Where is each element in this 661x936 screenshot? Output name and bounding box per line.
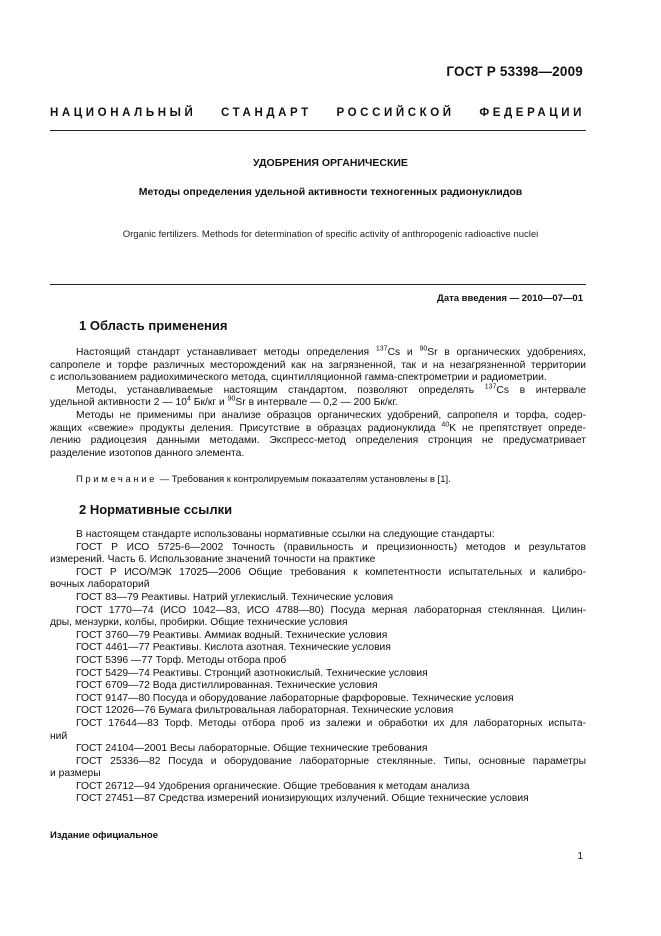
document-subtitle: Методы определения удельной активности техногенных радионуклидов	[138, 186, 523, 198]
reference-line: ГОСТ 83—79 Реактивы. Натрий углекислый. Технические условия	[76, 591, 394, 603]
reference-line: ГОСТ 25336—82 Посуда и оборудование лабораторные стеклянные. Типы, основные параметры	[76, 755, 586, 767]
note-label: Примечание	[76, 474, 157, 485]
reference-line: ГОСТ 24104—2001 Весы лабораторные. Общие технические требования	[76, 743, 428, 755]
reference-line: ГОСТ 5429—74 Реактивы. Стронций азотнокислый. Технические условия	[76, 667, 428, 679]
reference-line: ГОСТ Р ИСО 5725-6—2002 Точность (правильность и прецизионность) методов и результатов	[76, 541, 586, 553]
official-edition-label: Издание официальное	[50, 830, 158, 841]
reference-line: дры, мензурки, колбы, пробирки. Общие технические условия	[50, 617, 348, 629]
paragraph-line: жащих «свежие» продукты деления. Присутствие в образцах радионуклида $^{40}$K не препятствует опреде-	[50, 421, 586, 434]
reference-line: измерений. Часть 6. Использование значений точности на практике	[50, 554, 376, 566]
section-2-heading: 2 Нормативные ссылки	[79, 502, 233, 517]
paragraph-line: Настоящий стандарт устанавливает методы определения $^{137}$Cs и $^{90}$Sr в органических удобрениях,	[76, 345, 587, 358]
section-1-body	[50, 347, 586, 460]
banner-word: СТАНДАРТ	[221, 107, 312, 119]
reference-line: и размеры	[50, 768, 101, 780]
reference-line: ГОСТ Р ИСО/МЭК 17025—2006 Общие требования к компетентности испытательных и калибро-	[76, 566, 586, 578]
reference-line: ГОСТ 17644—83 Торф. Методы отбора проб из залежи и обработки их для лабораторных испыта-	[76, 717, 586, 729]
document-title: УДОБРЕНИЯ ОРГАНИЧЕСКИЕ	[253, 157, 408, 169]
paragraph-line: с использованием радиохимического метода, сцинтилляционной гамма-спектрометрии и радиометрии.	[50, 372, 547, 384]
introduction-date: Дата введения — 2010—07—01	[437, 293, 583, 304]
reference-line: ний	[50, 730, 68, 742]
top-divider	[50, 130, 586, 131]
reference-line: ГОСТ 5396 —77 Торф. Методы отбора проб	[76, 654, 287, 666]
reference-line: ГОСТ 1770—74 (ИСО 1042—83, ИСО 4788—80) Посуда мерная лабораторная стеклянная. Цилин-	[76, 604, 586, 616]
reference-line: ГОСТ 3760—79 Реактивы. Аммиак водный. Технические условия	[76, 629, 388, 641]
section-1-note	[50, 474, 586, 487]
reference-line: В настоящем стандарте использованы нормативные ссылки на следующие стандарты:	[76, 529, 495, 540]
paragraph-line: лению радиоцезия данными методами. Экспресс-метод определения стронция не предусматривает	[50, 435, 586, 447]
reference-line: ГОСТ 12026—76 Бумага фильтровальная лабораторная. Технические условия	[76, 705, 454, 717]
paragraph-line: сапропеле и торфе различных месторождений как на загрязненной, так и на незагрязненной территории	[50, 359, 586, 371]
reference-line: ГОСТ 9147—80 Посуда и оборудование лабораторные фарфоровые. Технические условия	[76, 692, 514, 704]
reference-line: ГОСТ 26712—94 Удобрения органические. Общие требования к методам анализа	[76, 780, 470, 792]
section-1-heading: 1 Область применения	[79, 318, 228, 333]
document-title-english: Organic fertilizers. Methods for determination of specific activity of anthropogenic radioactive nuclei	[122, 229, 539, 240]
banner-word: НАЦИОНАЛЬНЫЙ	[50, 107, 197, 119]
paragraph-line: разделение изотопов данного элемента.	[50, 447, 245, 459]
note-text: — Требования к контролируемым показателям установлены в [1].	[157, 474, 451, 485]
paragraph-line: удельной активности 2 — $10^4$ Бк/кг и $^{90}$Sr в интервале — 0,2 — 200 Бк/кг.	[50, 395, 398, 409]
national-standard-banner	[50, 107, 585, 119]
page-number: 1	[577, 851, 583, 862]
banner-word: РОССИЙСКОЙ	[336, 107, 455, 119]
paragraph-line: Методы не применимы при анализе образцов органических удобрений, сапропеля и торфа, содер-	[76, 409, 586, 421]
reference-line: вочных лабораторий	[50, 579, 150, 591]
banner-word: ФЕДЕРАЦИИ	[479, 107, 585, 119]
paragraph-line: Методы, устанавливаемые настоящим стандартом, позволяют определять $^{137}$Cs в интервале	[76, 383, 586, 396]
title-divider	[50, 284, 586, 285]
reference-line: ГОСТ 27451—87 Средства измерений ионизирующих излучений. Общие технические условия	[76, 793, 529, 805]
standard-number: ГОСТ Р 53398—2009	[446, 64, 583, 79]
reference-line: ГОСТ 4461—77 Реактивы. Кислота азотная. Технические условия	[76, 642, 391, 654]
normative-references-list	[50, 529, 586, 806]
reference-line: ГОСТ 6709—72 Вода дистиллированная. Технические условия	[76, 680, 378, 692]
